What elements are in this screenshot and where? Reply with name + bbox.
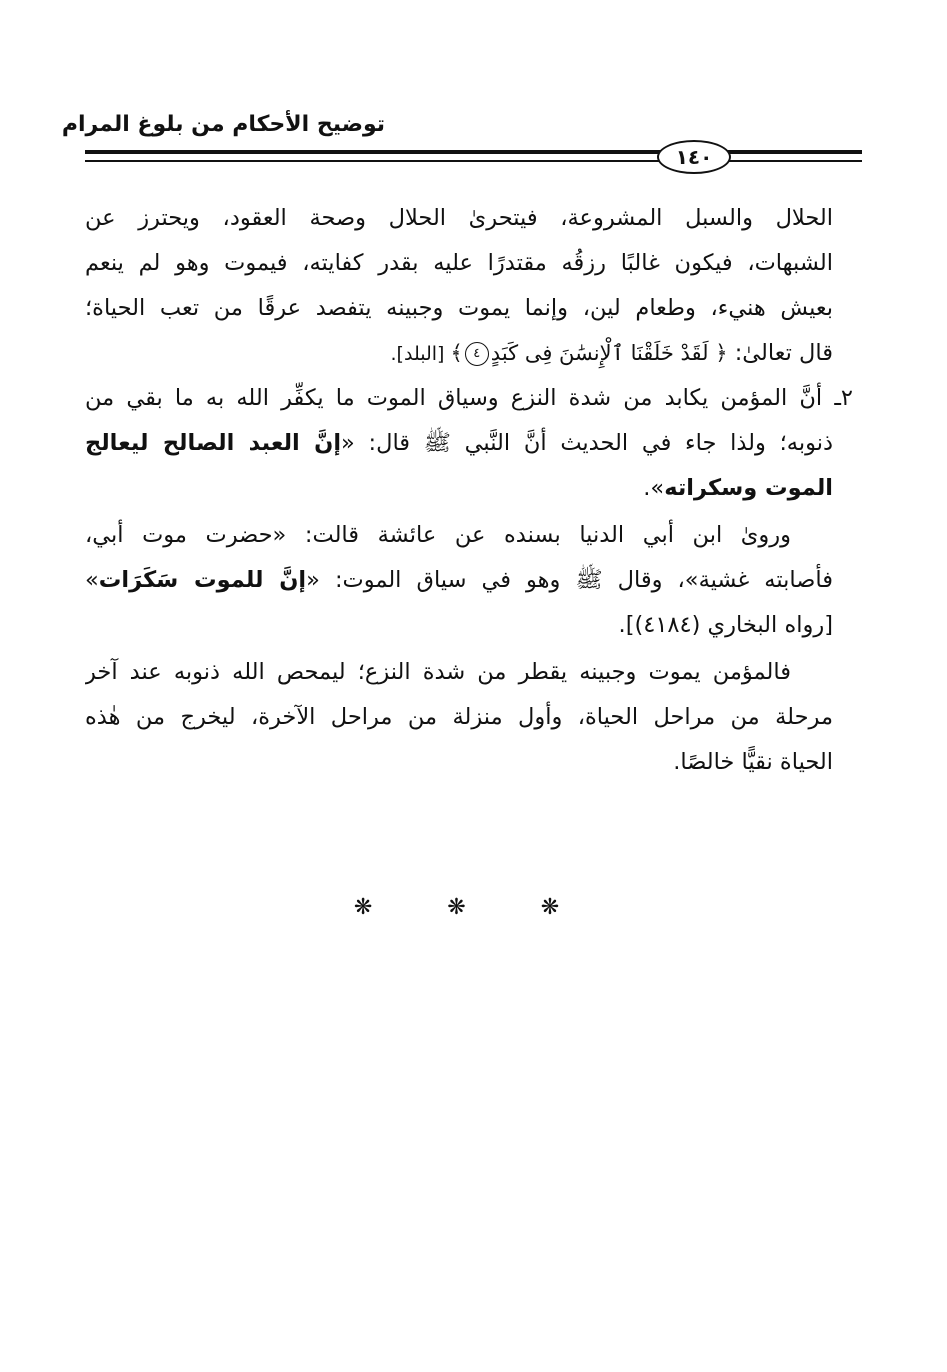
point2-line: ٢ـ أنَّ المؤمن يكابد من شدة النزع وسياق الموت ما يكفِّر الله به ما بقي من xyxy=(85,385,853,411)
section-separator: ❋ ❋ ❋ xyxy=(353,895,594,920)
point2-text: ذنوبه؛ ولذا جاء في الحديث أنَّ النَّبي ﷺ قال: « xyxy=(341,430,833,456)
surah-reference: [البلد]. xyxy=(390,343,451,365)
header-rule-thin xyxy=(85,160,862,162)
ayah-number-mark: ٤ xyxy=(465,342,489,366)
aisha-line: [رواه البخاري (٤١٨٤)]. xyxy=(618,612,833,638)
quote-close: ». xyxy=(643,475,665,501)
verse-close: ﴾ xyxy=(450,341,463,365)
body-text xyxy=(85,196,853,785)
aisha-line: وروىٰ ابن أبي الدنيا بسنده عن عائشة قالت: «حضرت موت أبي، xyxy=(85,522,791,548)
aisha-text: فأصابته غشية»، وقال ﷺ وهو في سياق الموت: « xyxy=(306,567,833,593)
body-line: بعيش هنيء، وطعام لين، وإنما يموت وجبينه يتفصد عرقًا من تعب الحياة؛ xyxy=(85,295,833,321)
body-line: الشبهات، فيكون غالبًا رزقُه مقتدرًا عليه بقدر كفايته، فيموت وهو لم ينعم xyxy=(85,250,833,276)
quote-close: » xyxy=(85,567,99,593)
conclusion-line: فالمؤمن يموت وجبينه يقطر من شدة النزع؛ ليمحص الله ذنوبه عند آخر xyxy=(85,659,791,685)
conclusion-line: الحياة نقيًّا خالصًا. xyxy=(673,749,833,775)
hadith-quote: الموت وسكراته xyxy=(664,475,833,501)
conclusion-line: مرحلة من مراحل الحياة، وأول منزلة من مراحل الآخرة، ليخرج من هٰذه xyxy=(85,704,833,730)
page-number-frame xyxy=(657,140,731,174)
page-number: ١٤٠ xyxy=(675,145,713,169)
point2-line xyxy=(85,421,833,466)
running-title: توضيح الأحكام من بلوغ المرام xyxy=(61,112,385,137)
body-line: الحلال والسبل المشروعة، فيتحرىٰ الحلال وصحة العقود، ويحترز عن xyxy=(85,205,833,231)
point2-line xyxy=(85,466,833,511)
hadith-quote: إنَّ العبد الصالح ليعالج xyxy=(85,430,342,456)
verse-lead: قال تعالىٰ: xyxy=(727,340,833,366)
quran-verse: ﴿ لَقَدْ خَلَقْنَا ٱلْإِنسَٰنَ فِى كَبَدٍ xyxy=(490,341,728,365)
hadith-quote: إنَّ للموت سَكَرَات xyxy=(98,567,307,593)
aisha-line xyxy=(85,558,833,603)
verse-line xyxy=(85,331,833,376)
header-rule-thick xyxy=(85,150,862,154)
